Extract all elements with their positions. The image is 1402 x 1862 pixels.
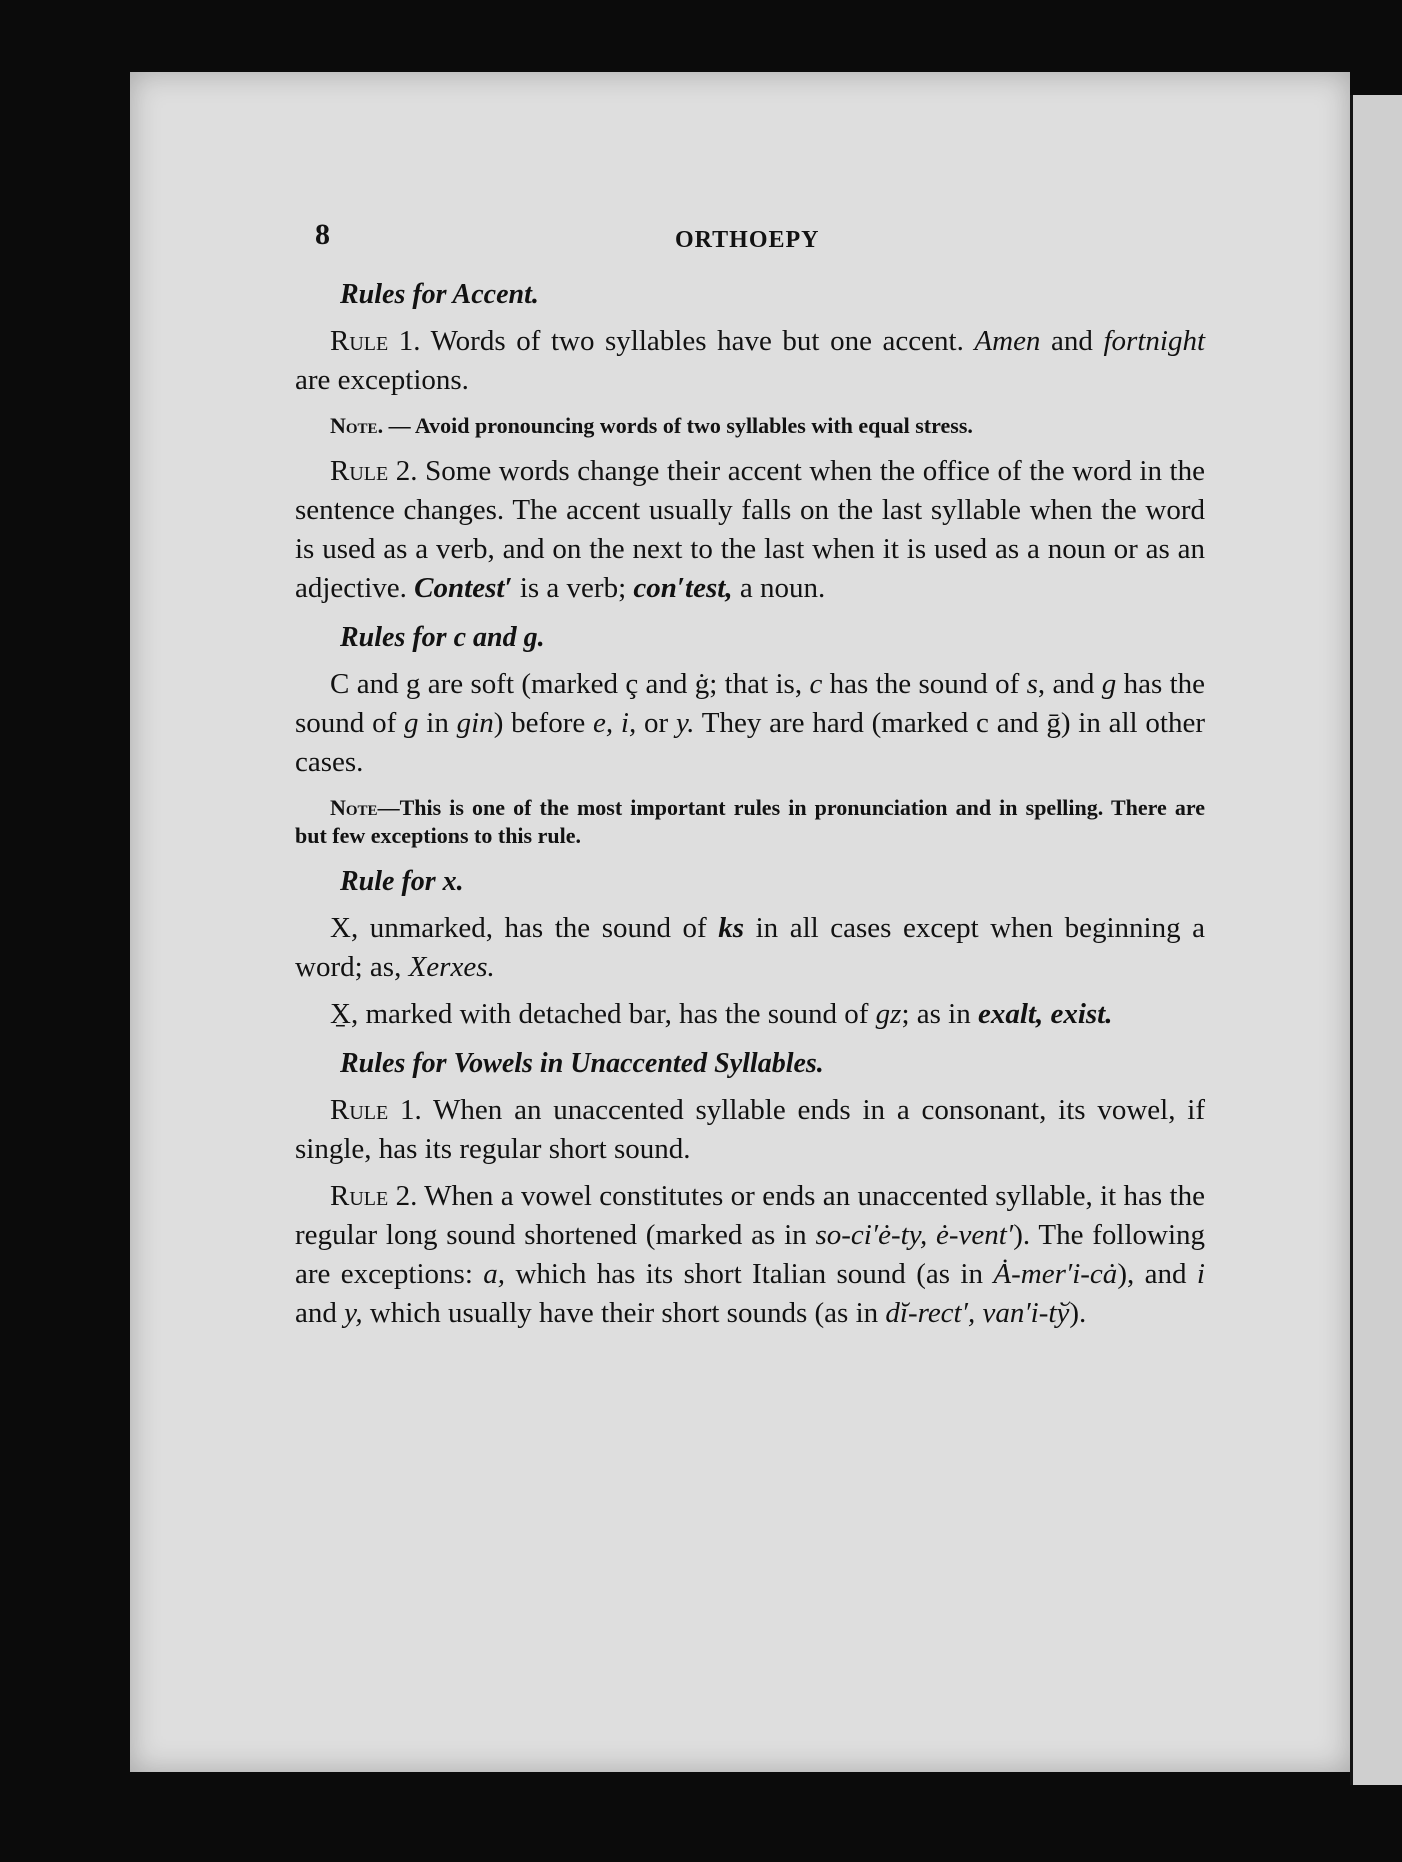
example-word: Amen [974,325,1041,357]
rule-text: has the sound of [295,668,1206,739]
accent-note [295,412,1205,440]
rule-text: and [295,1297,345,1329]
rule-text: When an unaccented syllable ends in a consonant, its vowel, if single, has its regular short sound. [295,1094,1205,1165]
example-word: con′test, [633,572,733,604]
letter: i [1196,1258,1205,1290]
heading-x: Rule for x. [340,866,464,897]
rule-text: ). [1069,1297,1087,1329]
rule-label: Rule 2. [330,1180,418,1212]
example-word: fortnight [1103,325,1205,357]
letter: ks [718,912,745,944]
letter: g [1101,668,1117,700]
rule-text: C and g are soft (marked ç and ġ; that is, [330,668,810,700]
c-and-g-paragraph [295,665,1205,782]
rule-text: in all cases except when beginning a word; as, [295,912,1205,983]
rule-text: ). The following are exceptions: [295,1219,1206,1290]
page-text [295,215,1205,1341]
letter: y, [344,1297,363,1329]
rule-text: Some words change their accent when the office of the word in the sentence changes. The accent usually falls on the last syllable when the word is used as a verb, and on the next to the last when it is used as a noun or as an adjective. [295,455,1205,604]
letter: s [1026,668,1038,700]
rule-text: X̱, marked with detached bar, has the sound of [330,998,876,1030]
example-word: so-ci′ė-ty, ė-vent′ [815,1219,1014,1251]
vowels-rule-2 [295,1177,1205,1333]
x-paragraph-1 [295,909,1205,987]
rule-label: Rule 1. [330,1094,422,1126]
heading-c-and-g: Rules for c and g. [340,622,545,653]
rule-text: a noun. [732,572,826,604]
rule-label: Rule 1. [330,325,421,357]
note-text: —This is one of the most important rules in pronunciation and in spelling. There are but few exceptions to this rule. [295,795,1205,848]
rule-text: They are hard (marked c and ḡ) in all other cases. [295,707,1205,778]
letter: a, [483,1258,506,1290]
rule-text: is a verb; [512,572,634,604]
rule-text: which usually have their short sounds (as in [362,1297,886,1329]
note-text: — Avoid pronouncing words of two syllables with equal stress. [383,413,973,438]
running-head: ORTHOEPY [675,227,820,253]
rule-text: ; as in [901,998,978,1030]
page-header [295,215,1205,265]
heading-vowels: Rules for Vowels in Unaccented Syllables. [340,1048,824,1079]
page-number: 8 [315,218,330,251]
rule-text: X, unmarked, has the sound of [330,912,719,944]
heading-accent: Rules for Accent. [340,279,539,310]
x-paragraph-2 [295,995,1205,1034]
rule-text: and [1040,325,1104,357]
example-word: exalt, exist. [977,998,1113,1030]
rule-text: , and [1037,668,1102,700]
example-word: Contest′ [414,572,513,604]
adjacent-page-edge [1350,95,1402,1785]
letter: g [404,707,419,739]
rule-text: are exceptions. [295,364,469,396]
rule-text: When a vowel constitutes or ends an unaccented syllable, it has the regular long sound shortened (marked as in [295,1180,1205,1251]
letter: gz [875,998,902,1030]
note-label: Note. [330,413,384,438]
rule-text: Words of two syllables have but one accent. [420,325,975,357]
accent-rule-1 [295,322,1205,400]
example-word: dĭ-rect′, van′i-tў [885,1297,1070,1329]
note-label: Note [330,795,378,820]
rule-text: which has its short Italian sound (as in [505,1258,994,1290]
rule-text: ) before [493,707,594,739]
c-and-g-note [295,794,1205,850]
letter: e, i, [593,707,637,739]
accent-rule-2 [295,452,1205,608]
rule-text: ), and [1117,1258,1197,1290]
example-word: Xerxes. [408,951,495,983]
rule-text: in [418,707,457,739]
rule-text: has the sound of [822,668,1027,700]
letter: y. [675,707,695,739]
example-word: gin [456,707,494,739]
letter: c [809,668,823,700]
example-word: Ȧ-mer′i-cȧ [993,1258,1118,1290]
rule-text: or [636,707,676,739]
vowels-rule-1 [295,1091,1205,1169]
rule-label: Rule 2. [330,455,418,487]
